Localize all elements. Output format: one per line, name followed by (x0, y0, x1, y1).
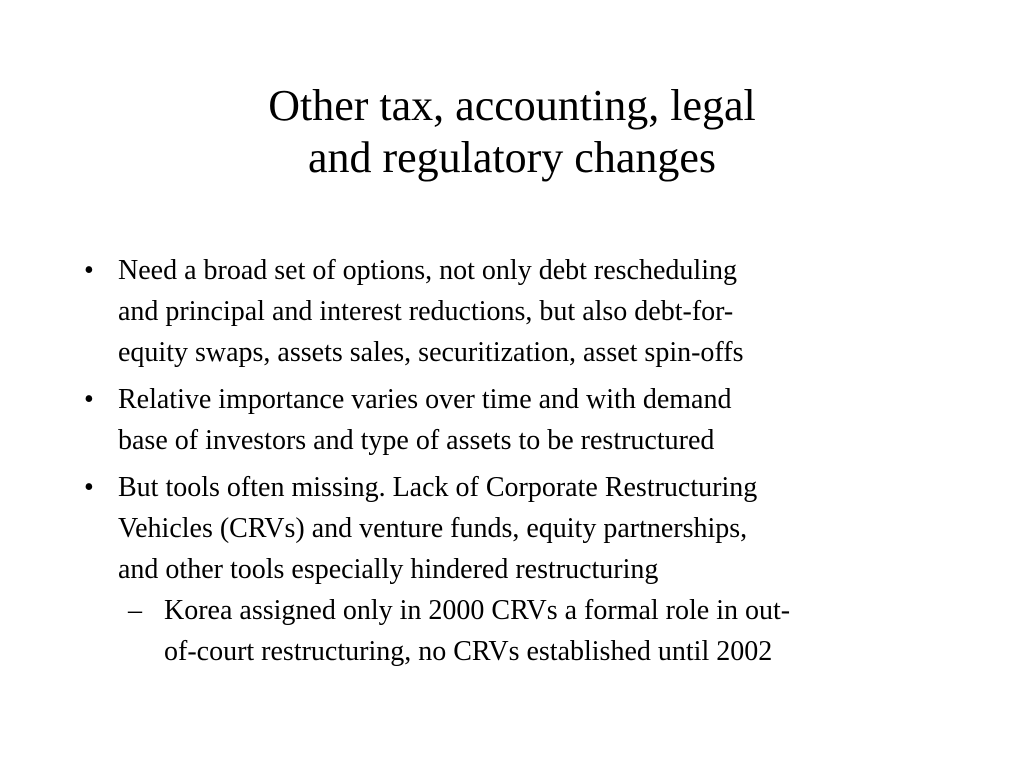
bullet-marker: • (84, 255, 94, 286)
sub-bullet-1-line-2: of-court restructuring, no CRVs established until 2002 (164, 636, 773, 667)
bullet-3-line-3: and other tools especially hindered restructuring (118, 554, 659, 585)
bullet-3-line-1: But tools often missing. Lack of Corporate Restructuring (118, 472, 758, 503)
bullet-list (76, 250, 956, 678)
bullet-2-line-2: base of investors and type of assets to be restructured (118, 425, 715, 456)
sub-bullet-item-1 (118, 590, 956, 672)
bullet-marker: • (84, 384, 94, 415)
sub-bullet-1-line-1: Korea assigned only in 2000 CRVs a formal role in out- (164, 595, 791, 626)
bullet-1-line-3: equity swaps, assets sales, securitization, asset spin-offs (118, 337, 744, 368)
bullet-marker: • (84, 472, 94, 503)
bullet-1-line-2: and principal and interest reductions, but also debt-for- (118, 296, 734, 327)
slide-title (0, 80, 1024, 184)
bullet-1-line-1: Need a broad set of options, not only debt rescheduling (118, 255, 737, 286)
sub-bullet-marker: – (128, 595, 142, 626)
sub-bullet-list (118, 590, 956, 672)
bullet-item-2 (76, 379, 956, 461)
bullet-3-line-2: Vehicles (CRVs) and venture funds, equity partnerships, (118, 513, 748, 544)
bullet-item-1 (76, 250, 956, 373)
bullet-item-3 (76, 467, 956, 672)
slide-title-line-2: and regulatory changes (307, 133, 717, 182)
bullet-2-line-1: Relative importance varies over time and with demand (118, 384, 732, 415)
slide-title-line-1: Other tax, accounting, legal (268, 81, 756, 130)
